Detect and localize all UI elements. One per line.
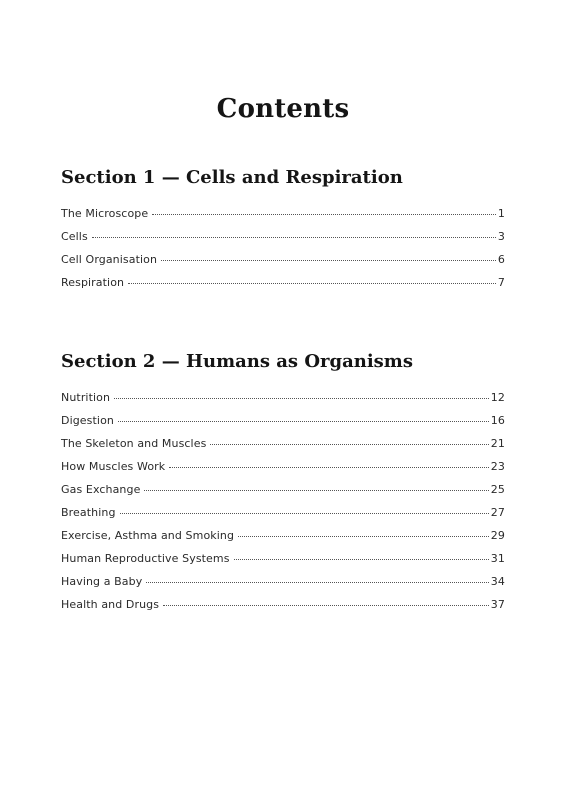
toc-page-number: 21 bbox=[490, 437, 505, 450]
toc-entry-label: The Microscope bbox=[61, 207, 149, 220]
toc-entry[interactable] bbox=[61, 207, 505, 230]
dot-leader bbox=[169, 466, 489, 468]
section-2 bbox=[61, 349, 505, 621]
toc-entry-label: The Skeleton and Muscles bbox=[61, 437, 207, 450]
page-title: Contents bbox=[216, 94, 350, 124]
toc-entry[interactable] bbox=[61, 437, 505, 460]
toc-entry[interactable] bbox=[61, 276, 505, 299]
toc-entry[interactable] bbox=[61, 575, 505, 598]
toc-entry-label: Respiration bbox=[61, 276, 125, 289]
toc-entry[interactable] bbox=[61, 253, 505, 276]
toc-page-number: 16 bbox=[490, 414, 505, 427]
toc-page-number: 31 bbox=[490, 552, 505, 565]
dot-leader bbox=[118, 420, 489, 422]
dot-leader bbox=[161, 259, 496, 261]
dot-leader bbox=[210, 443, 488, 445]
toc-entry-label: Nutrition bbox=[61, 391, 111, 404]
toc-entry-label: Cells bbox=[61, 230, 88, 243]
toc-page-number: 34 bbox=[490, 575, 505, 588]
dot-leader bbox=[114, 397, 489, 399]
toc-entry-label: Exercise, Asthma and Smoking bbox=[61, 529, 235, 542]
toc-page-number: 29 bbox=[490, 529, 505, 542]
toc-page-number: 7 bbox=[497, 276, 505, 289]
toc-entry[interactable] bbox=[61, 598, 505, 621]
section-heading: Section 2 — Humans as Organisms bbox=[61, 351, 413, 372]
section-heading: Section 1 — Cells and Respiration bbox=[61, 167, 403, 188]
dot-leader bbox=[234, 558, 489, 560]
toc-entry[interactable] bbox=[61, 552, 505, 575]
toc-entry-label: Having a Baby bbox=[61, 575, 143, 588]
toc-entry-label: Gas Exchange bbox=[61, 483, 141, 496]
toc-entry[interactable] bbox=[61, 414, 505, 437]
toc-entry[interactable] bbox=[61, 483, 505, 506]
dot-leader bbox=[120, 512, 489, 514]
toc-entry[interactable] bbox=[61, 529, 505, 552]
toc-entry-label: Human Reproductive Systems bbox=[61, 552, 230, 565]
toc-entry[interactable] bbox=[61, 460, 505, 483]
toc-entry-label: Digestion bbox=[61, 414, 114, 427]
dot-leader bbox=[92, 236, 496, 238]
dot-leader bbox=[144, 489, 488, 491]
dot-leader bbox=[128, 282, 496, 284]
toc-list bbox=[61, 391, 505, 621]
dot-leader bbox=[238, 535, 489, 537]
toc-entry-label: Health and Drugs bbox=[61, 598, 160, 611]
toc-entry[interactable] bbox=[61, 391, 505, 414]
toc-page-number: 3 bbox=[497, 230, 505, 243]
dot-leader bbox=[163, 604, 489, 606]
toc-page-number: 37 bbox=[490, 598, 505, 611]
toc-page-number: 25 bbox=[490, 483, 505, 496]
section-1 bbox=[61, 165, 505, 299]
toc-page-number: 6 bbox=[497, 253, 505, 266]
toc-page-number: 23 bbox=[490, 460, 505, 473]
toc-page-number: 1 bbox=[497, 207, 505, 220]
toc-entry-label: Breathing bbox=[61, 506, 116, 519]
toc-entry-label: How Muscles Work bbox=[61, 460, 166, 473]
toc-page-number: 12 bbox=[490, 391, 505, 404]
dot-leader bbox=[146, 581, 488, 583]
toc-entry[interactable] bbox=[61, 230, 505, 253]
toc-page-number: 27 bbox=[490, 506, 505, 519]
toc-entry[interactable] bbox=[61, 506, 505, 529]
dot-leader bbox=[152, 213, 496, 215]
toc-list bbox=[61, 207, 505, 299]
toc-entry-label: Cell Organisation bbox=[61, 253, 158, 266]
